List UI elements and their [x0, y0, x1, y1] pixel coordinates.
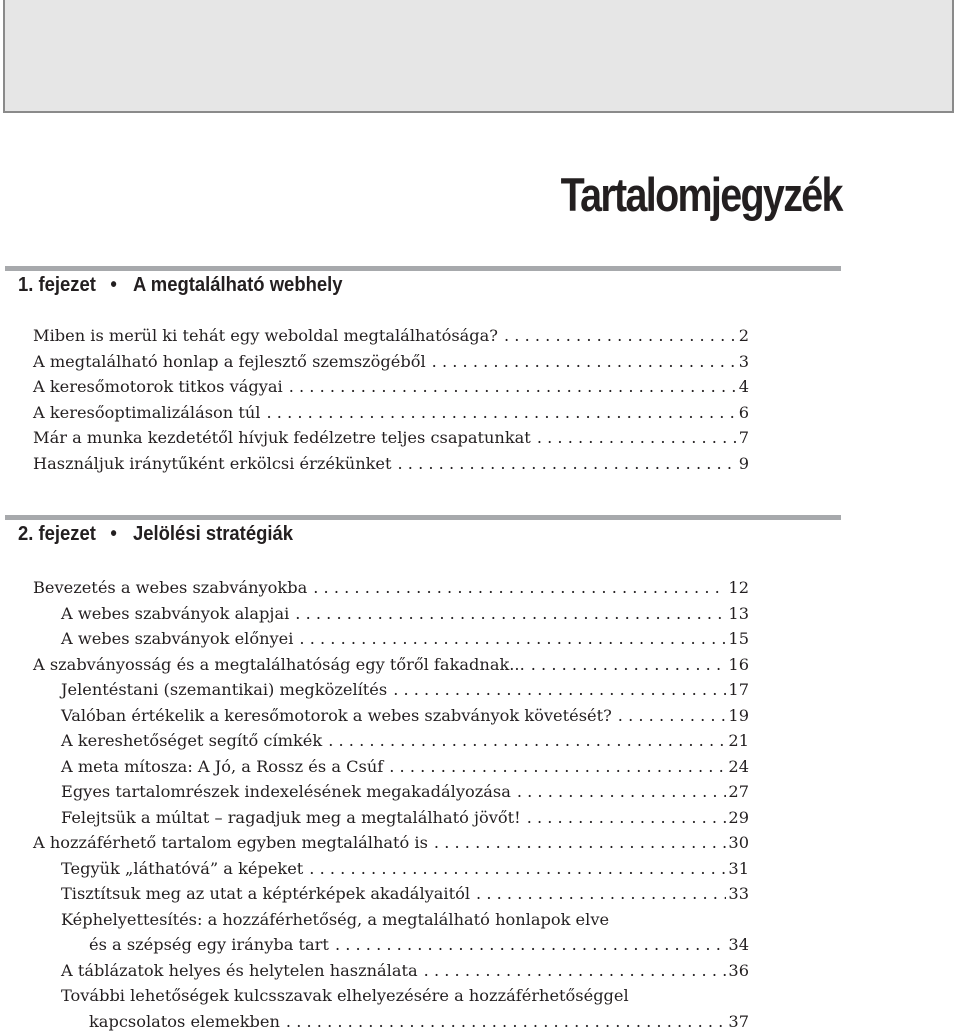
toc-entry[interactable]	[33, 958, 749, 984]
toc-entry-page: 33	[728, 881, 749, 907]
toc-entry[interactable]	[33, 349, 749, 375]
dot-leader	[299, 626, 726, 652]
toc-entry-title: A webes szabványok előnyei	[61, 626, 293, 652]
toc-entry-page: 27	[728, 779, 749, 805]
toc-entry[interactable]	[33, 652, 749, 678]
dot-leader	[389, 754, 726, 780]
toc-entry-title: A keresőoptimalizáláson túl	[33, 400, 260, 426]
toc-entry-page: 31	[728, 856, 749, 882]
dot-leader	[313, 575, 726, 601]
toc-entry-title: Valóban értékelik a keresőmotorok a webes szabványok követését?	[61, 703, 612, 729]
toc-list-chapter-2	[33, 575, 749, 1034]
dot-leader	[393, 677, 726, 703]
toc-entry[interactable]	[33, 601, 749, 627]
toc-entry-page: 36	[728, 958, 749, 984]
dot-leader	[432, 349, 737, 375]
toc-entry-page: 34	[728, 932, 749, 958]
dot-leader	[537, 425, 737, 451]
toc-entry-page: 17	[728, 677, 749, 703]
dot-leader	[424, 958, 727, 984]
chapter-heading	[18, 273, 343, 297]
dot-leader	[295, 601, 726, 627]
dot-leader	[527, 805, 727, 831]
toc-entry[interactable]	[33, 451, 749, 477]
chapter-heading	[18, 522, 293, 546]
toc-entry-title: Már a munka kezdetétől hívjuk fedélzetre teljes csapatunkat	[33, 425, 531, 451]
toc-entry[interactable]	[33, 323, 749, 349]
toc-entry[interactable]	[33, 374, 749, 400]
toc-entry-title: A meta mítosza: A Jó, a Rossz és a Csúf	[61, 754, 383, 780]
toc-entry[interactable]	[33, 779, 749, 805]
toc-entry-title: További lehetőségek kulcsszavak elhelyezésére a hozzáférhetőséggel	[61, 983, 629, 1009]
toc-entry-page: 9	[739, 451, 749, 477]
toc-entry-title: Jelentéstani (szemantikai) megközelítés	[61, 677, 387, 703]
toc-entry[interactable]	[33, 830, 749, 856]
toc-entry[interactable]	[33, 907, 749, 933]
toc-entry[interactable]	[33, 575, 749, 601]
toc-entry[interactable]	[33, 983, 749, 1009]
bullet-icon: •	[110, 522, 116, 546]
toc-entry[interactable]	[33, 1009, 749, 1034]
toc-entry-page: 15	[728, 626, 749, 652]
toc-entry-title: A megtalálható honlap a fejlesztő szemszögéből	[33, 349, 426, 375]
toc-entry-page: 30	[728, 830, 749, 856]
chapter-rule	[5, 266, 841, 271]
toc-entry-title: Tisztítsuk meg az utat a képtérképek akadályaitól	[61, 881, 470, 907]
toc-entry-title: A táblázatok helyes és helytelen használata	[61, 958, 418, 984]
toc-entry[interactable]	[33, 677, 749, 703]
toc-entry[interactable]	[33, 932, 749, 958]
dot-leader	[266, 400, 736, 426]
toc-entry-title: Miben is merül ki tehát egy weboldal megtalálhatósága?	[33, 323, 498, 349]
toc-entry-page: 29	[728, 805, 749, 831]
dot-leader	[531, 652, 727, 678]
toc-entry-title: A szabványosság és a megtalálhatóság egy tőről fakadnak...	[33, 652, 525, 678]
toc-entry[interactable]	[33, 626, 749, 652]
page-header-band	[3, 0, 954, 113]
toc-entry-title: Használjuk iránytűként erkölcsi érzékünket	[33, 451, 392, 477]
toc-entry-title: Felejtsük a múltat – ragadjuk meg a megtalálható jövőt!	[61, 805, 521, 831]
dot-leader	[328, 728, 726, 754]
chapter-name: A megtalálható webhely	[133, 273, 343, 296]
toc-entry-page: 21	[728, 728, 749, 754]
dot-leader	[289, 374, 737, 400]
toc-entry-title: Tegyük „láthatóvá” a képeket	[61, 856, 303, 882]
toc-entry-page: 2	[739, 323, 749, 349]
toc-entry[interactable]	[33, 728, 749, 754]
toc-entry-title: A keresőmotorok titkos vágyai	[33, 374, 283, 400]
dot-leader	[517, 779, 727, 805]
chapter-rule	[5, 515, 841, 520]
toc-entry[interactable]	[33, 881, 749, 907]
chapter-name: Jelölési stratégiák	[133, 522, 293, 545]
toc-entry-title: Egyes tartalomrészek indexelésének megakadályozása	[61, 779, 511, 805]
toc-entry-page: 24	[728, 754, 749, 780]
toc-entry[interactable]	[33, 856, 749, 882]
toc-entry-page: 37	[728, 1009, 749, 1034]
toc-entry[interactable]	[33, 805, 749, 831]
toc-entry-page: 6	[739, 400, 749, 426]
toc-entry-title: A kereshetőséget segítő címkék	[61, 728, 322, 754]
toc-entry-page: 16	[728, 652, 749, 678]
dot-leader	[286, 1009, 726, 1034]
toc-entry-title: kapcsolatos elemekben	[89, 1009, 280, 1034]
toc-entry-page: 19	[728, 703, 749, 729]
toc-entry-page: 7	[739, 425, 749, 451]
dot-leader	[398, 451, 737, 477]
dot-leader	[335, 932, 726, 958]
toc-list-chapter-1	[33, 323, 749, 476]
toc-entry-title: Képhelyettesítés: a hozzáférhetőség, a megtalálható honlapok elve	[61, 907, 609, 933]
dot-leader	[618, 703, 727, 729]
toc-entry[interactable]	[33, 703, 749, 729]
toc-entry-title: A webes szabványok alapjai	[61, 601, 289, 627]
dot-leader	[504, 323, 737, 349]
page-title: Tartalomjegyzék	[561, 165, 842, 225]
toc-entry-page: 12	[728, 575, 749, 601]
toc-entry-title: Bevezetés a webes szabványokba	[33, 575, 307, 601]
toc-entry-page: 3	[739, 349, 749, 375]
toc-entry-title: A hozzáférhető tartalom egyben megtalálható is	[33, 830, 428, 856]
dot-leader	[309, 856, 726, 882]
toc-entry[interactable]	[33, 400, 749, 426]
toc-entry-page: 13	[728, 601, 749, 627]
dot-leader	[434, 830, 726, 856]
dot-leader	[476, 881, 726, 907]
toc-entry-page: 4	[739, 374, 749, 400]
toc-entry[interactable]	[33, 754, 749, 780]
chapter-number: 1. fejezet	[18, 273, 96, 296]
chapter-number: 2. fejezet	[18, 522, 96, 545]
bullet-icon: •	[110, 273, 116, 297]
toc-entry-title: és a szépség egy irányba tart	[89, 932, 329, 958]
toc-entry[interactable]	[33, 425, 749, 451]
